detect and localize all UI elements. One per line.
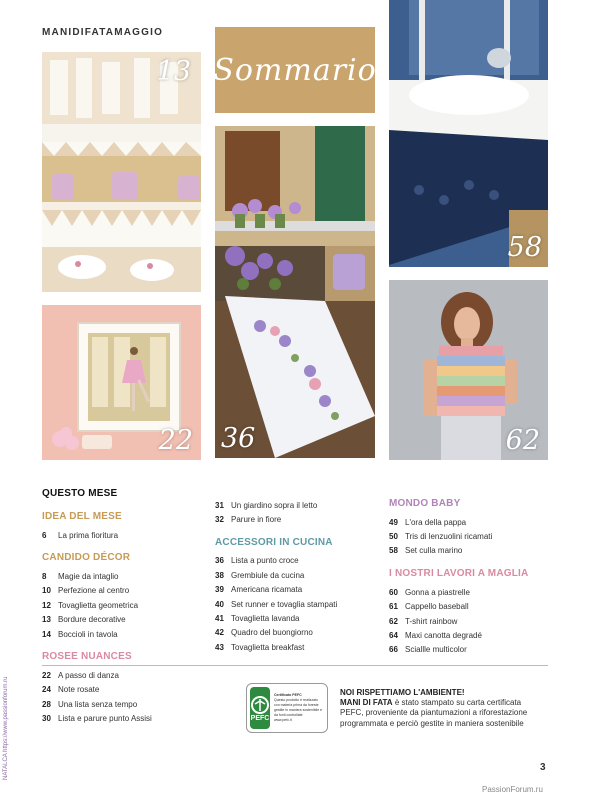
section-accessori-in-cucina: ACCESSORI IN CUCINA: [215, 536, 333, 548]
toc-entry: [389, 515, 548, 529]
photo-page-number: 58: [507, 232, 542, 263]
toc-page: 60: [389, 587, 398, 597]
toc-page: 38: [215, 570, 224, 580]
toc-title: Gonna a piastrelle: [405, 587, 470, 597]
toc-title: Lista e parure punto Assisi: [58, 714, 152, 724]
page-title: Sommario: [213, 52, 377, 88]
photo-page-number: 22: [158, 425, 193, 456]
photo-cups-lace: [42, 52, 201, 292]
photo-ballerina: [42, 305, 201, 460]
toc-entry: [389, 600, 548, 614]
toc-page: 24: [42, 685, 51, 695]
toc-entry: [215, 626, 380, 640]
toc-title: Magie da intaglio: [58, 572, 119, 582]
side-credit: NATALCA https://www.passionforum.ru: [3, 676, 9, 780]
toc-title: Tovaglietta geometrica: [58, 600, 139, 610]
toc-title: Tovaglietta breakfast: [231, 642, 305, 652]
toc-page: 64: [389, 631, 398, 641]
env-body: è stato stampato su carta certificata PEFC, proveniente da piantumazioni a riforestazione programmata e perciò gestite in maniera sostenibile: [340, 698, 528, 728]
toc-page: 30: [42, 714, 51, 724]
toc-page: 14: [42, 629, 51, 639]
toc-entry: [42, 528, 207, 542]
section-questo-mese: QUESTO MESE: [42, 488, 118, 499]
toc-page: 58: [389, 546, 398, 556]
toc-entry: [215, 554, 380, 568]
env-brand: MANI DI FATA: [340, 698, 393, 708]
photo-table-runner: [215, 126, 375, 458]
pefc-logo-icon: [250, 687, 270, 729]
toc-page: 32: [215, 515, 224, 525]
toc-title: Boccioli in tavola: [58, 629, 118, 639]
toc-title: Sciallle multicolor: [405, 645, 467, 655]
toc-entry: [215, 583, 380, 597]
section-idea-del-mese: IDEA DEL MESE: [42, 511, 122, 522]
toc-title: Tris di lenzuolini ricamati: [405, 532, 493, 542]
toc-entry: [389, 614, 548, 628]
toc-entry: [42, 598, 207, 612]
toc-page: 43: [215, 642, 224, 652]
toc-page: 42: [215, 628, 224, 638]
pefc-certification-badge: [246, 683, 328, 733]
watermark: PassionForum.ru: [482, 785, 543, 794]
section-lavori-a-maglia: I NOSTRI LAVORI A MAGLIA: [389, 568, 529, 580]
toc-entry: [215, 568, 380, 582]
toc-title: Perfezione al centro: [58, 586, 130, 596]
toc-title: Lista a punto croce: [231, 556, 299, 566]
toc-title: La prima fioritura: [58, 530, 119, 540]
pefc-text: [274, 693, 324, 723]
toc-title: T-shirt rainbow: [405, 616, 458, 626]
page-number: 3: [540, 762, 546, 773]
toc-page: 62: [389, 616, 398, 626]
toc-entry: [42, 613, 207, 627]
toc-page: 49: [389, 517, 398, 527]
toc-page: 41: [215, 614, 224, 624]
photo-striped-top: [389, 280, 548, 460]
page-title-block: [215, 27, 375, 113]
toc-page: 40: [215, 599, 224, 609]
photo-page-number: 36: [221, 423, 256, 454]
toc-entry: [215, 611, 380, 625]
toc-page: 22: [42, 671, 51, 681]
toc-title: Quadro del buongiorno: [231, 628, 313, 638]
toc-title: Set culla marino: [405, 546, 463, 556]
toc-entry: [215, 512, 380, 526]
toc-entry: [42, 569, 207, 583]
toc-entry: [42, 668, 207, 682]
toc-title: L'ora della pappa: [405, 517, 467, 527]
toc-column-2: [215, 498, 380, 655]
toc-page: 28: [42, 699, 51, 709]
issue-month: MAGGIO: [114, 27, 164, 38]
toc-column-3: [389, 498, 548, 657]
toc-title: Maxi canotta degradé: [405, 631, 482, 641]
toc-page: 10: [42, 586, 51, 596]
toc-entry: [215, 597, 380, 611]
toc-entry: [389, 643, 548, 657]
toc-title: Tovaglietta lavanda: [231, 614, 300, 624]
toc-entry: [215, 498, 380, 512]
toc-entry: [42, 683, 207, 697]
toc-page: 50: [389, 532, 398, 542]
toc-page: 13: [42, 615, 51, 625]
toc-title: Note rosate: [58, 685, 100, 695]
toc-title: Un giardino sopra il letto: [231, 500, 318, 510]
toc-title: Cappello baseball: [405, 602, 469, 612]
section-mondo-baby: MONDO BABY: [389, 498, 461, 509]
toc-column-1: [42, 488, 207, 726]
toc-title: Set runner e tovaglia stampati: [231, 599, 338, 609]
toc-title: Bordure decorative: [58, 615, 126, 625]
pefc-cert-text: Questo prodotto è realizzato con materia prima da foreste gestite in maniera sostenibile e da fonti controllate: [274, 698, 323, 717]
toc-title: Una lista senza tempo: [58, 699, 138, 709]
toc-page: 66: [389, 645, 398, 655]
toc-page: 12: [42, 600, 51, 610]
pefc-cert-title: Certificato PEFC: [274, 693, 302, 697]
toc-page: 39: [215, 585, 224, 595]
toc-title: Grembiule da cucina: [231, 570, 305, 580]
toc-entry: [42, 584, 207, 598]
toc-entry: [389, 544, 548, 558]
section-candido-decor: CANDIDO DÉCOR: [42, 552, 131, 564]
toc-entry: [389, 628, 548, 642]
magazine-header: [42, 27, 163, 38]
toc-entry: [389, 585, 548, 599]
environment-statement: [340, 688, 540, 729]
toc-title: Americana ricamata: [231, 585, 303, 595]
env-heading: NOI RISPETTIAMO L'AMBIENTE!: [340, 688, 465, 697]
toc-entry: [42, 697, 207, 711]
photo-page-number: 62: [505, 425, 540, 456]
photo-page-number: 13: [156, 56, 191, 87]
toc-entry: [42, 627, 207, 641]
photo-baby-blanket: [389, 0, 548, 267]
pefc-logo-text: PEFC: [250, 714, 270, 722]
section-rosee-nuances: ROSEE NUANCES: [42, 651, 132, 663]
toc-entry: [215, 640, 380, 654]
divider: [42, 665, 548, 666]
toc-page: 31: [215, 500, 224, 510]
toc-page: 8: [42, 572, 47, 582]
toc-page: 6: [42, 530, 47, 540]
toc-entry: [389, 529, 548, 543]
pefc-url: www.pefc.it: [274, 718, 292, 722]
toc-title: A passo di danza: [58, 671, 119, 681]
magazine-name: MANIDIFATA: [42, 27, 115, 38]
toc-entry: [42, 712, 207, 726]
toc-title: Parure in fiore: [231, 515, 282, 525]
toc-page: 36: [215, 556, 224, 566]
toc-page: 61: [389, 602, 398, 612]
